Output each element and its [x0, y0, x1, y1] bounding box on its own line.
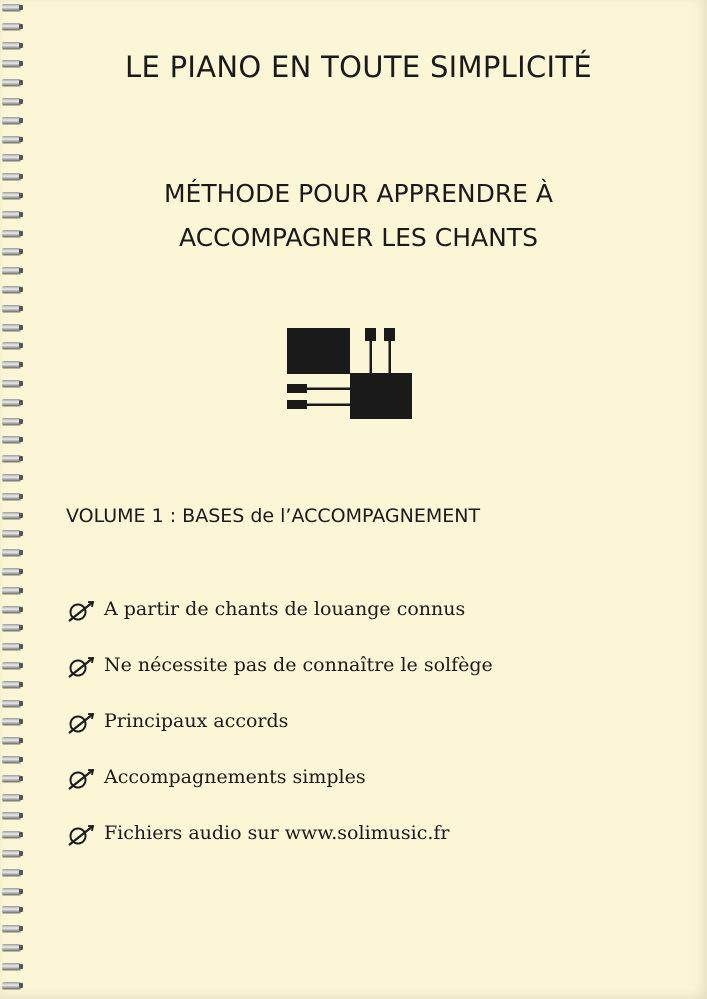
- spiral-coil: [2, 794, 21, 801]
- spiral-coil: [2, 154, 21, 161]
- subtitle-line-2: ACCOMPAGNER LES CHANTS: [179, 223, 538, 252]
- spiral-coil: [2, 399, 21, 406]
- feature-item: [66, 710, 493, 766]
- spiral-coil: [2, 286, 21, 293]
- spiral-coil: [2, 606, 21, 613]
- feature-list: [66, 598, 493, 878]
- spiral-coil: [2, 342, 21, 349]
- spiral-coil: [2, 117, 21, 124]
- piano-keys-logo-icon: [284, 326, 414, 421]
- volume-heading: VOLUME 1 : BASES de l’ACCOMPAGNEMENT: [66, 505, 481, 527]
- spiral-coil: [2, 530, 21, 537]
- circled-slash-check-icon: [66, 768, 96, 790]
- circled-slash-check-icon: [66, 712, 96, 734]
- spiral-coil: [2, 982, 21, 989]
- spiral-coil: [2, 963, 21, 970]
- spiral-coil: [2, 474, 21, 481]
- spiral-coil: [2, 888, 21, 895]
- spiral-coil: [2, 493, 21, 500]
- feature-item: [66, 766, 493, 822]
- spiral-coil: [2, 662, 21, 669]
- spiral-coil: [2, 98, 21, 105]
- cover-title: LE PIANO EN TOUTE SIMPLICITÉ: [125, 50, 592, 84]
- spiral-coil: [2, 850, 21, 857]
- spiral-coil: [2, 361, 21, 368]
- feature-item: [66, 654, 493, 710]
- spiral-coil: [2, 925, 21, 932]
- feature-text: Ne nécessite pas de connaître le solfège: [104, 654, 493, 676]
- spiral-coil: [2, 700, 21, 707]
- spiral-coil: [2, 869, 21, 876]
- spiral-coil: [2, 512, 21, 519]
- spiral-coil: [2, 267, 21, 274]
- spiral-coil: [2, 812, 21, 819]
- feature-text: A partir de chants de louange connus: [104, 598, 466, 620]
- spiral-coil: [2, 718, 21, 725]
- spiral-coil: [2, 737, 21, 744]
- spiral-coil: [2, 775, 21, 782]
- spiral-coil: [2, 643, 21, 650]
- circled-slash-check-icon: [66, 600, 96, 622]
- feature-item: [66, 822, 493, 878]
- subtitle-line-1: MÉTHODE POUR APPRENDRE À: [163, 179, 554, 208]
- circled-slash-check-icon: [66, 824, 96, 846]
- spiral-coil: [2, 324, 21, 331]
- spiral-binding: [0, 0, 24, 999]
- spiral-coil: [2, 906, 21, 913]
- spiral-coil: [2, 455, 21, 462]
- feature-item: [66, 598, 493, 654]
- circled-slash-check-icon: [66, 656, 96, 678]
- spiral-coil: [2, 42, 21, 49]
- spiral-coil: [2, 587, 21, 594]
- spiral-coil: [2, 549, 21, 556]
- spiral-coil: [2, 831, 21, 838]
- spiral-coil: [2, 136, 21, 143]
- spiral-coil: [2, 624, 21, 631]
- spiral-coil: [2, 756, 21, 763]
- spiral-coil: [2, 4, 21, 11]
- spiral-coil: [2, 944, 21, 951]
- spiral-coil: [2, 568, 21, 575]
- spiral-coil: [2, 436, 21, 443]
- spiral-coil: [2, 305, 21, 312]
- spiral-coil: [2, 681, 21, 688]
- feature-text: Principaux accords: [104, 710, 289, 732]
- cover-subtitle: [0, 172, 707, 260]
- spiral-coil: [2, 23, 21, 30]
- spiral-coil: [2, 418, 21, 425]
- feature-text: Accompagnements simples: [104, 766, 366, 788]
- feature-text: Fichiers audio sur www.solimusic.fr: [104, 822, 450, 844]
- spiral-coil: [2, 380, 21, 387]
